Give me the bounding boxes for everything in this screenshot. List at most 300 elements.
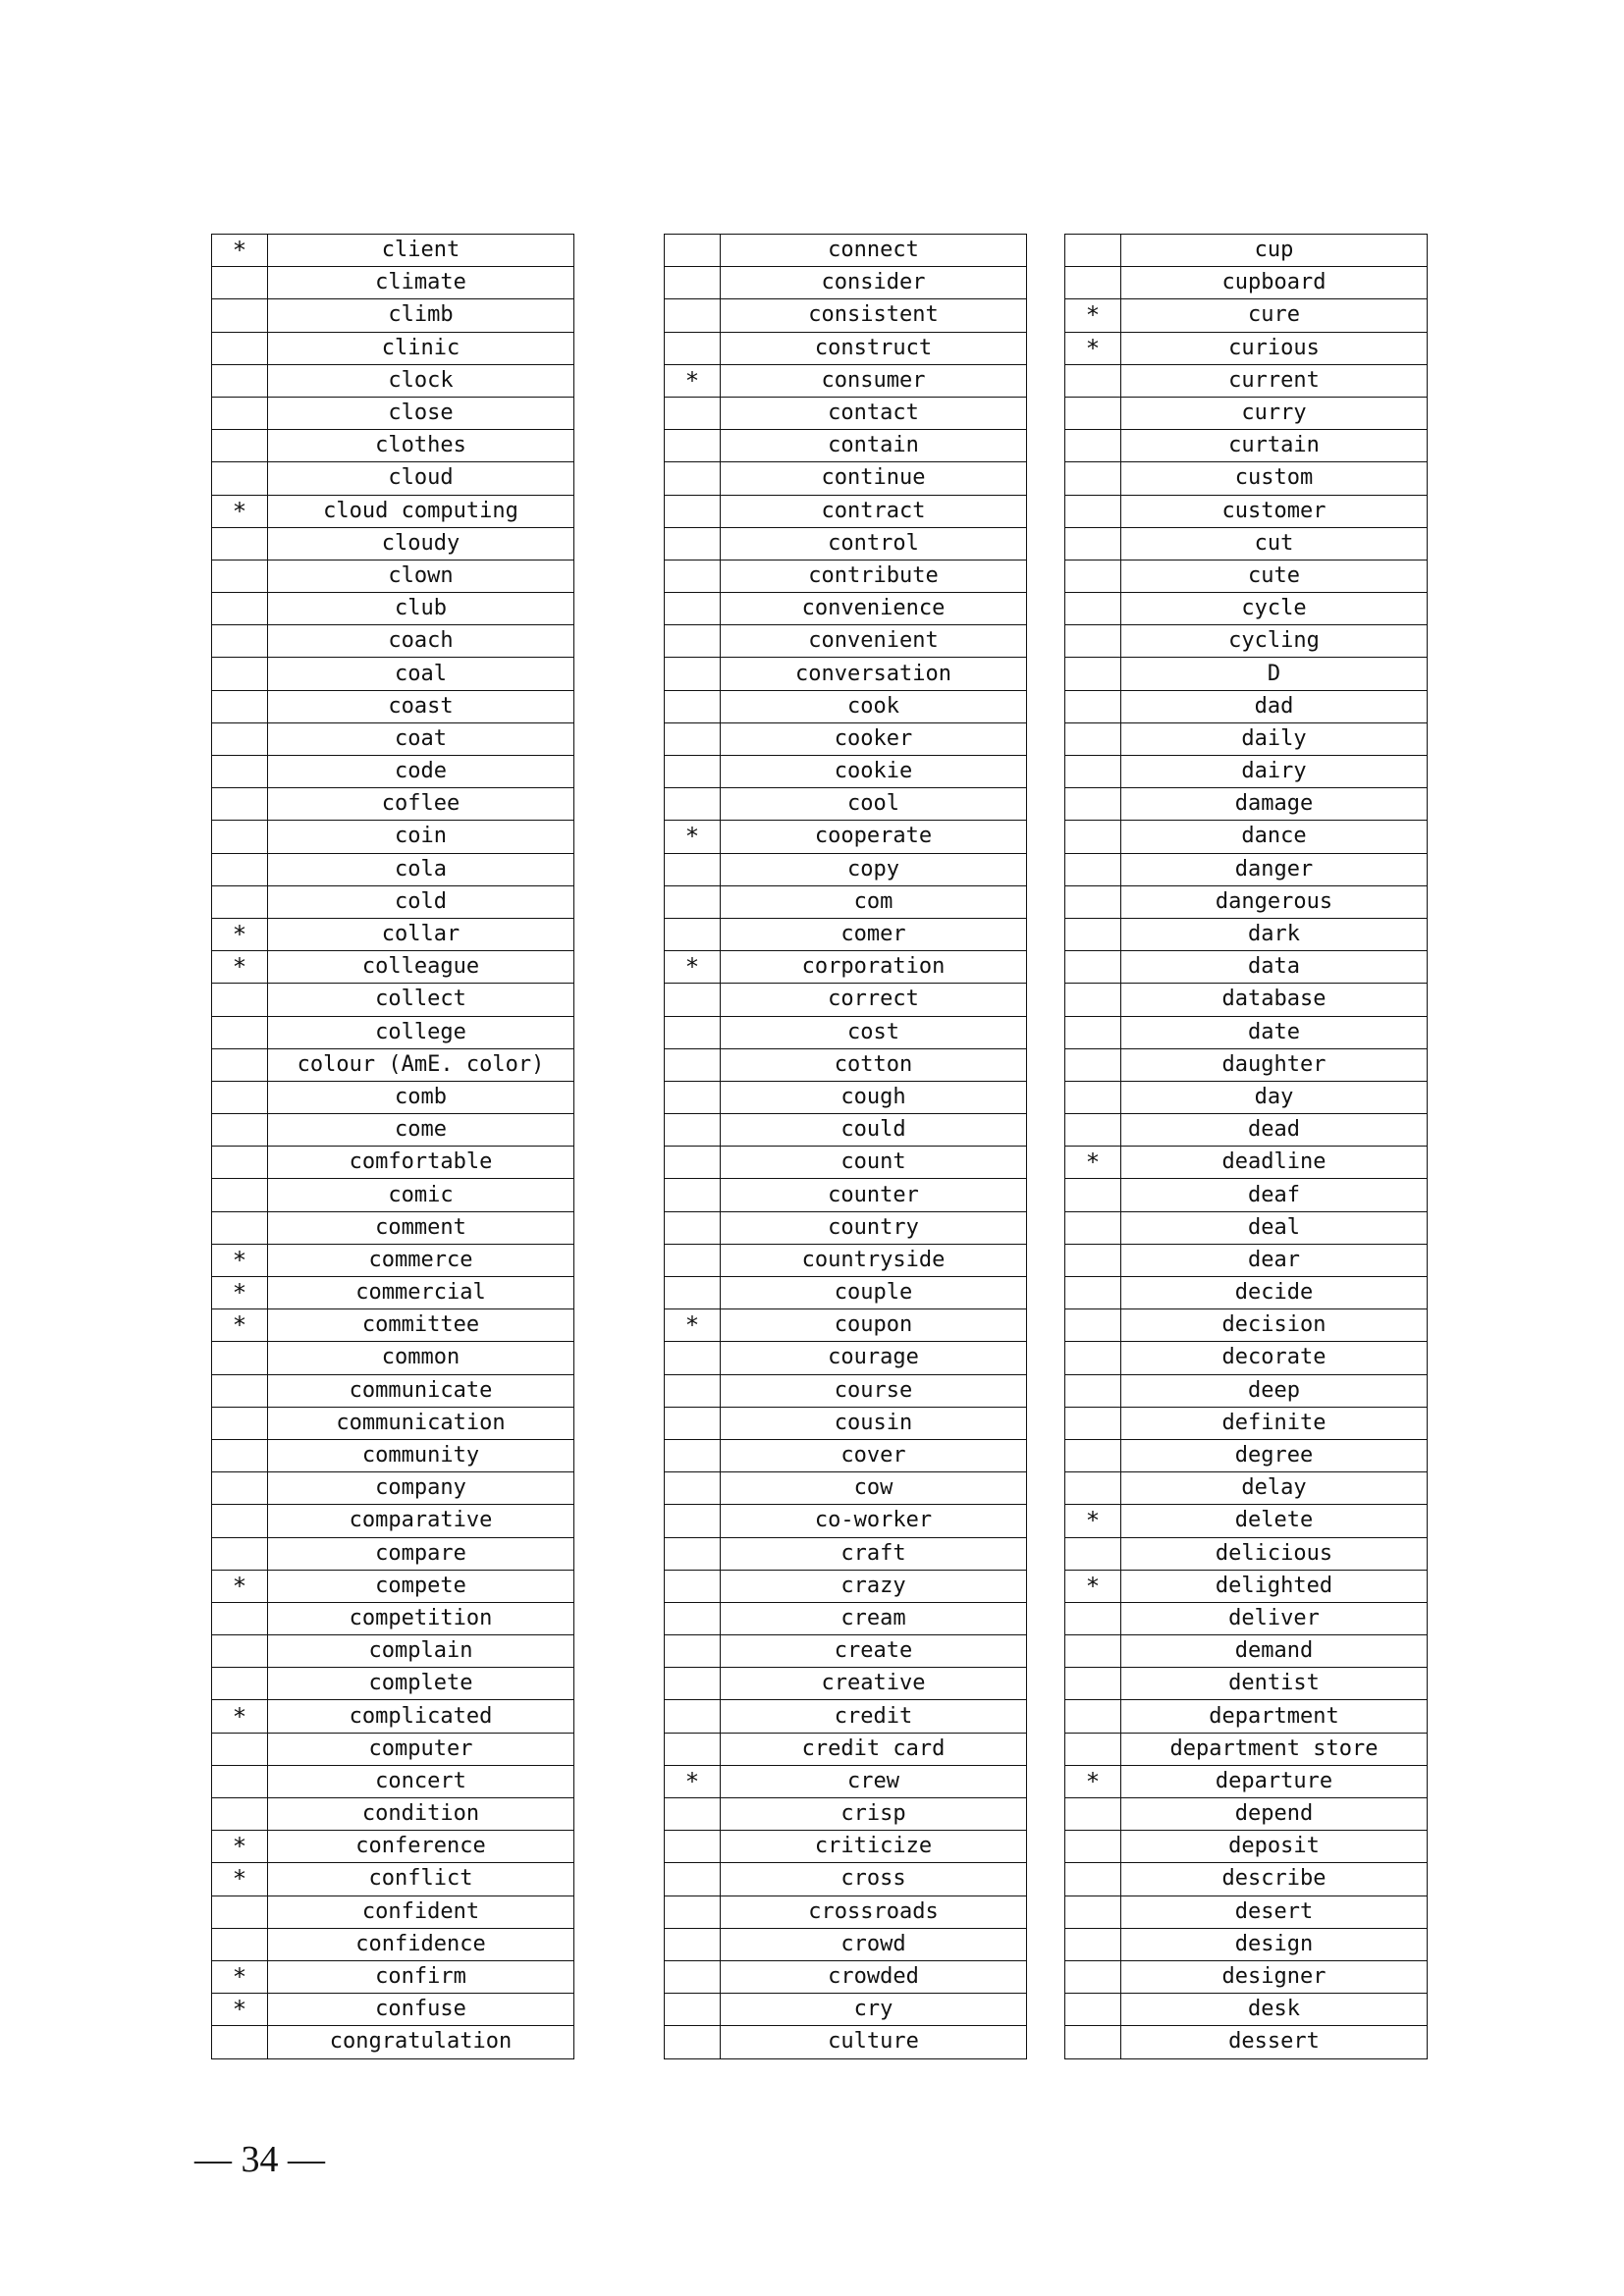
key-word-marker <box>665 299 721 332</box>
table-row <box>1065 560 1428 592</box>
vocabulary-word: client <box>268 235 574 267</box>
key-word-marker <box>1065 788 1121 821</box>
key-word-marker <box>212 1635 268 1668</box>
key-word-marker <box>1065 1244 1121 1276</box>
table-row <box>1065 1863 1428 1896</box>
table-row <box>665 1147 1027 1179</box>
vocabulary-word: cross <box>721 1863 1027 1896</box>
vocabulary-word: control <box>721 527 1027 560</box>
vocabulary-word: culture <box>721 2026 1027 2058</box>
vocabulary-word: conflict <box>268 1863 574 1896</box>
key-word-marker: * <box>212 1994 268 2026</box>
key-word-marker <box>665 1668 721 1700</box>
table-row <box>212 1863 574 1896</box>
vocabulary-word: collar <box>268 918 574 950</box>
vocabulary-word: consistent <box>721 299 1027 332</box>
key-word-marker <box>665 495 721 527</box>
table-row <box>665 853 1027 885</box>
table-row <box>212 364 574 397</box>
key-word-marker <box>1065 267 1121 299</box>
table-row <box>665 1570 1027 1602</box>
vocabulary-word: create <box>721 1635 1027 1668</box>
table-row <box>1065 690 1428 722</box>
table-row <box>1065 1537 1428 1570</box>
key-word-marker <box>1065 1114 1121 1147</box>
vocabulary-word: custom <box>1121 462 1428 495</box>
table-row <box>665 267 1027 299</box>
key-word-marker <box>665 527 721 560</box>
table-row <box>665 1211 1027 1244</box>
vocabulary-word: colour (AmE. color) <box>268 1048 574 1081</box>
key-word-marker: * <box>212 1570 268 1602</box>
key-word-marker <box>212 593 268 625</box>
vocabulary-word: data <box>1121 951 1428 984</box>
vocabulary-word: D <box>1121 658 1428 690</box>
table-row <box>212 853 574 885</box>
table-row <box>212 1472 574 1505</box>
table-row <box>1065 1635 1428 1668</box>
vocabulary-word: commercial <box>268 1277 574 1309</box>
key-word-marker <box>665 853 721 885</box>
key-word-marker <box>665 1831 721 1863</box>
key-word-marker <box>212 1342 268 1374</box>
key-word-marker <box>1065 885 1121 918</box>
key-word-marker <box>665 690 721 722</box>
key-word-marker <box>212 625 268 658</box>
vocabulary-word: deal <box>1121 1211 1428 1244</box>
vocabulary-word: correct <box>721 984 1027 1016</box>
key-word-marker <box>665 658 721 690</box>
key-word-marker <box>1065 560 1121 592</box>
key-word-marker <box>1065 430 1121 462</box>
table-row <box>1065 1570 1428 1602</box>
table-row <box>212 722 574 755</box>
table-row <box>1065 853 1428 885</box>
vocabulary-word: complicated <box>268 1700 574 1733</box>
table-row <box>212 821 574 853</box>
vocabulary-word: convenience <box>721 593 1027 625</box>
table-row <box>1065 1277 1428 1309</box>
key-word-marker <box>665 722 721 755</box>
key-word-marker <box>665 1472 721 1505</box>
table-row <box>212 1798 574 1831</box>
vocabulary-word: climate <box>268 267 574 299</box>
vocabulary-word: cotton <box>721 1048 1027 1081</box>
table-row <box>212 1309 574 1342</box>
vocabulary-word: decorate <box>1121 1342 1428 1374</box>
vocabulary-word: copy <box>721 853 1027 885</box>
table-row <box>212 430 574 462</box>
vocabulary-word: cure <box>1121 299 1428 332</box>
table-row <box>665 984 1027 1016</box>
vocabulary-word: count <box>721 1147 1027 1179</box>
table-row <box>1065 1928 1428 1960</box>
key-word-marker <box>665 2026 721 2058</box>
table-row <box>665 1081 1027 1113</box>
table-row <box>665 1928 1027 1960</box>
key-word-marker: * <box>1065 332 1121 364</box>
vocabulary-word: coin <box>268 821 574 853</box>
vocabulary-word: college <box>268 1016 574 1048</box>
vocabulary-word: depend <box>1121 1798 1428 1831</box>
vocabulary-word: come <box>268 1114 574 1147</box>
vocabulary-word: compare <box>268 1537 574 1570</box>
table-row <box>1065 235 1428 267</box>
vocabulary-word: confirm <box>268 1960 574 1993</box>
vocabulary-word: clown <box>268 560 574 592</box>
vocabulary-word: delay <box>1121 1472 1428 1505</box>
key-word-marker: * <box>212 918 268 950</box>
vocabulary-table-3 <box>1064 234 1428 2059</box>
vocabulary-word: confidence <box>268 1928 574 1960</box>
table-row <box>665 625 1027 658</box>
table-row <box>212 2026 574 2058</box>
table-row <box>1065 756 1428 788</box>
key-word-marker: * <box>1065 1765 1121 1797</box>
key-word-marker <box>665 1211 721 1244</box>
table-row <box>1065 1700 1428 1733</box>
key-word-marker <box>1065 951 1121 984</box>
key-word-marker <box>665 1374 721 1407</box>
vocabulary-word: designer <box>1121 1960 1428 1993</box>
table-row <box>665 364 1027 397</box>
key-word-marker <box>1065 2026 1121 2058</box>
key-word-marker <box>212 1179 268 1211</box>
key-word-marker <box>212 332 268 364</box>
vocabulary-word: congratulation <box>268 2026 574 2058</box>
vocabulary-word: delete <box>1121 1505 1428 1537</box>
key-word-marker <box>665 1798 721 1831</box>
key-word-marker: * <box>212 951 268 984</box>
table-row <box>1065 788 1428 821</box>
vocabulary-word: continue <box>721 462 1027 495</box>
key-word-marker <box>1065 984 1121 1016</box>
vocabulary-word: curry <box>1121 397 1428 429</box>
vocabulary-word: dear <box>1121 1244 1428 1276</box>
key-word-marker <box>1065 1472 1121 1505</box>
key-word-marker <box>1065 690 1121 722</box>
table-row <box>665 1342 1027 1374</box>
key-word-marker <box>665 267 721 299</box>
table-row <box>665 430 1027 462</box>
key-word-marker <box>212 1407 268 1439</box>
key-word-marker <box>1065 1798 1121 1831</box>
vocabulary-word: comfortable <box>268 1147 574 1179</box>
table-row <box>665 918 1027 950</box>
table-row <box>212 1342 574 1374</box>
key-word-marker <box>1065 1668 1121 1700</box>
vocabulary-word: close <box>268 397 574 429</box>
table-row <box>1065 1374 1428 1407</box>
key-word-marker <box>1065 918 1121 950</box>
vocabulary-word: clock <box>268 364 574 397</box>
table-row <box>212 1635 574 1668</box>
table-row <box>1065 1179 1428 1211</box>
table-row <box>212 625 574 658</box>
vocabulary-word: current <box>1121 364 1428 397</box>
table-row <box>212 1147 574 1179</box>
key-word-marker: * <box>1065 299 1121 332</box>
key-word-marker <box>665 885 721 918</box>
key-word-marker <box>1065 1537 1121 1570</box>
vocabulary-word: clothes <box>268 430 574 462</box>
vocabulary-word: desk <box>1121 1994 1428 2026</box>
key-word-marker <box>1065 756 1121 788</box>
page-number: — 34 — <box>194 2139 325 2180</box>
vocabulary-word: crew <box>721 1765 1027 1797</box>
vocabulary-word: committee <box>268 1309 574 1342</box>
table-row <box>212 1700 574 1733</box>
vocabulary-word: cooperate <box>721 821 1027 853</box>
key-word-marker <box>1065 364 1121 397</box>
table-row <box>212 332 574 364</box>
vocabulary-word: courage <box>721 1342 1027 1374</box>
table-row <box>1065 1309 1428 1342</box>
table-row <box>212 1602 574 1634</box>
vocabulary-table-1 <box>211 234 574 2059</box>
table-row <box>212 1374 574 1407</box>
key-word-marker <box>665 1114 721 1147</box>
table-row <box>212 1114 574 1147</box>
key-word-marker <box>665 1342 721 1374</box>
key-word-marker <box>665 1439 721 1471</box>
table-row <box>212 1896 574 1928</box>
key-word-marker <box>665 1635 721 1668</box>
table-row <box>1065 1439 1428 1471</box>
table-row <box>212 1733 574 1765</box>
key-word-marker <box>1065 1016 1121 1048</box>
table-row <box>665 1863 1027 1896</box>
table-row <box>212 1081 574 1113</box>
key-word-marker <box>1065 1277 1121 1309</box>
vocabulary-word: dentist <box>1121 1668 1428 1700</box>
vocabulary-word: coupon <box>721 1309 1027 1342</box>
table-row <box>1065 1896 1428 1928</box>
key-word-marker <box>1065 1179 1121 1211</box>
vocabulary-word: date <box>1121 1016 1428 1048</box>
vocabulary-word: code <box>268 756 574 788</box>
key-word-marker <box>665 1179 721 1211</box>
table-row <box>665 722 1027 755</box>
key-word-marker <box>212 2026 268 2058</box>
table-row <box>665 1407 1027 1439</box>
table-row <box>1065 658 1428 690</box>
key-word-marker <box>665 430 721 462</box>
vocabulary-word: customer <box>1121 495 1428 527</box>
table-row <box>212 1570 574 1602</box>
key-word-marker <box>212 1048 268 1081</box>
table-row <box>1065 821 1428 853</box>
vocabulary-word: deadline <box>1121 1147 1428 1179</box>
key-word-marker: * <box>212 1960 268 1993</box>
key-word-marker <box>212 885 268 918</box>
table-row <box>665 235 1027 267</box>
vocabulary-word: coast <box>268 690 574 722</box>
vocabulary-word: dangerous <box>1121 885 1428 918</box>
table-row <box>665 1277 1027 1309</box>
key-word-marker <box>1065 1407 1121 1439</box>
vocabulary-word: deliver <box>1121 1602 1428 1634</box>
key-word-marker: * <box>665 1309 721 1342</box>
table-row <box>665 1016 1027 1048</box>
key-word-marker: * <box>212 495 268 527</box>
table-row <box>212 658 574 690</box>
table-row <box>665 1114 1027 1147</box>
key-word-marker <box>1065 722 1121 755</box>
table-row <box>665 788 1027 821</box>
key-word-marker <box>665 1928 721 1960</box>
key-word-marker <box>1065 495 1121 527</box>
vocabulary-word: cough <box>721 1081 1027 1113</box>
vocabulary-word: computer <box>268 1733 574 1765</box>
key-word-marker <box>212 1928 268 1960</box>
vocabulary-word: crazy <box>721 1570 1027 1602</box>
vocabulary-word: degree <box>1121 1439 1428 1471</box>
key-word-marker <box>665 1277 721 1309</box>
vocabulary-table-2 <box>664 234 1027 2059</box>
table-row <box>1065 1147 1428 1179</box>
vocabulary-word: com <box>721 885 1027 918</box>
table-row <box>665 2026 1027 2058</box>
table-row <box>212 788 574 821</box>
key-word-marker <box>212 1147 268 1179</box>
key-word-marker <box>665 462 721 495</box>
key-word-marker <box>1065 235 1121 267</box>
table-row <box>665 1765 1027 1797</box>
vocabulary-word: deaf <box>1121 1179 1428 1211</box>
vocabulary-word: couple <box>721 1277 1027 1309</box>
vocabulary-word: definite <box>1121 1407 1428 1439</box>
vocabulary-word: comment <box>268 1211 574 1244</box>
table-row <box>665 1668 1027 1700</box>
vocabulary-word: department store <box>1121 1733 1428 1765</box>
table-row <box>1065 430 1428 462</box>
table-row <box>1065 593 1428 625</box>
vocabulary-word: cup <box>1121 235 1428 267</box>
key-word-marker <box>665 1244 721 1276</box>
table-row <box>212 918 574 950</box>
table-row <box>1065 299 1428 332</box>
key-word-marker: * <box>1065 1570 1121 1602</box>
vocabulary-word: cloud computing <box>268 495 574 527</box>
vocabulary-word: community <box>268 1439 574 1471</box>
vocabulary-word: common <box>268 1342 574 1374</box>
table-row <box>212 1277 574 1309</box>
table-row <box>665 1960 1027 1993</box>
vocabulary-word: contribute <box>721 560 1027 592</box>
table-row <box>665 690 1027 722</box>
vocabulary-word: communication <box>268 1407 574 1439</box>
vocabulary-word: country <box>721 1211 1027 1244</box>
key-word-marker <box>665 593 721 625</box>
key-word-marker <box>1065 1994 1121 2026</box>
vocabulary-word: cow <box>721 1472 1027 1505</box>
table-row <box>1065 1472 1428 1505</box>
key-word-marker <box>1065 1700 1121 1733</box>
table-row <box>212 1765 574 1797</box>
table-row <box>212 1244 574 1276</box>
vocabulary-word: confuse <box>268 1994 574 2026</box>
key-word-marker <box>1065 397 1121 429</box>
key-word-marker <box>212 1505 268 1537</box>
vocabulary-word: collect <box>268 984 574 1016</box>
table-row <box>665 1505 1027 1537</box>
table-row <box>212 495 574 527</box>
vocabulary-word: confident <box>268 1896 574 1928</box>
table-row <box>665 1439 1027 1471</box>
vocabulary-word: dessert <box>1121 2026 1428 2058</box>
key-word-marker <box>1065 1733 1121 1765</box>
key-word-marker: * <box>665 951 721 984</box>
vocabulary-word: desert <box>1121 1896 1428 1928</box>
vocabulary-word: cooker <box>721 722 1027 755</box>
table-row <box>212 267 574 299</box>
vocabulary-word: cola <box>268 853 574 885</box>
key-word-marker <box>212 1472 268 1505</box>
key-word-marker <box>665 397 721 429</box>
table-row <box>1065 1733 1428 1765</box>
table-row <box>1065 1668 1428 1700</box>
vocabulary-word: delighted <box>1121 1570 1428 1602</box>
vocabulary-word: deposit <box>1121 1831 1428 1863</box>
key-word-marker <box>212 299 268 332</box>
table-row <box>665 495 1027 527</box>
table-row <box>1065 2026 1428 2058</box>
table-row <box>212 951 574 984</box>
vocabulary-word: commerce <box>268 1244 574 1276</box>
key-word-marker <box>665 625 721 658</box>
vocabulary-word: contact <box>721 397 1027 429</box>
key-word-marker <box>665 560 721 592</box>
table-row <box>212 1668 574 1700</box>
table-row <box>665 885 1027 918</box>
vocabulary-word: construct <box>721 332 1027 364</box>
vocabulary-word: cry <box>721 1994 1027 2026</box>
vocabulary-word: colleague <box>268 951 574 984</box>
table-row <box>665 951 1027 984</box>
table-row <box>665 1635 1027 1668</box>
vocabulary-word: contain <box>721 430 1027 462</box>
table-row <box>212 462 574 495</box>
key-word-marker <box>665 756 721 788</box>
vocabulary-word: creative <box>721 1668 1027 1700</box>
vocabulary-word: damage <box>1121 788 1428 821</box>
table-row <box>1065 625 1428 658</box>
vocabulary-word: coach <box>268 625 574 658</box>
vocabulary-word: daily <box>1121 722 1428 755</box>
table-row <box>1065 885 1428 918</box>
vocabulary-word: could <box>721 1114 1027 1147</box>
table-row <box>212 1994 574 2026</box>
table-row <box>665 1831 1027 1863</box>
table-row <box>1065 1407 1428 1439</box>
table-row <box>212 1831 574 1863</box>
key-word-marker <box>665 1733 721 1765</box>
table-row <box>1065 527 1428 560</box>
vocabulary-word: countryside <box>721 1244 1027 1276</box>
key-word-marker <box>665 1896 721 1928</box>
vocabulary-word: cute <box>1121 560 1428 592</box>
table-row <box>1065 332 1428 364</box>
vocabulary-word: counter <box>721 1179 1027 1211</box>
table-row <box>212 1439 574 1471</box>
vocabulary-word: dark <box>1121 918 1428 950</box>
vocabulary-word: departure <box>1121 1765 1428 1797</box>
vocabulary-word: coal <box>268 658 574 690</box>
key-word-marker <box>1065 1342 1121 1374</box>
vocabulary-word: cold <box>268 885 574 918</box>
key-word-marker <box>212 1668 268 1700</box>
